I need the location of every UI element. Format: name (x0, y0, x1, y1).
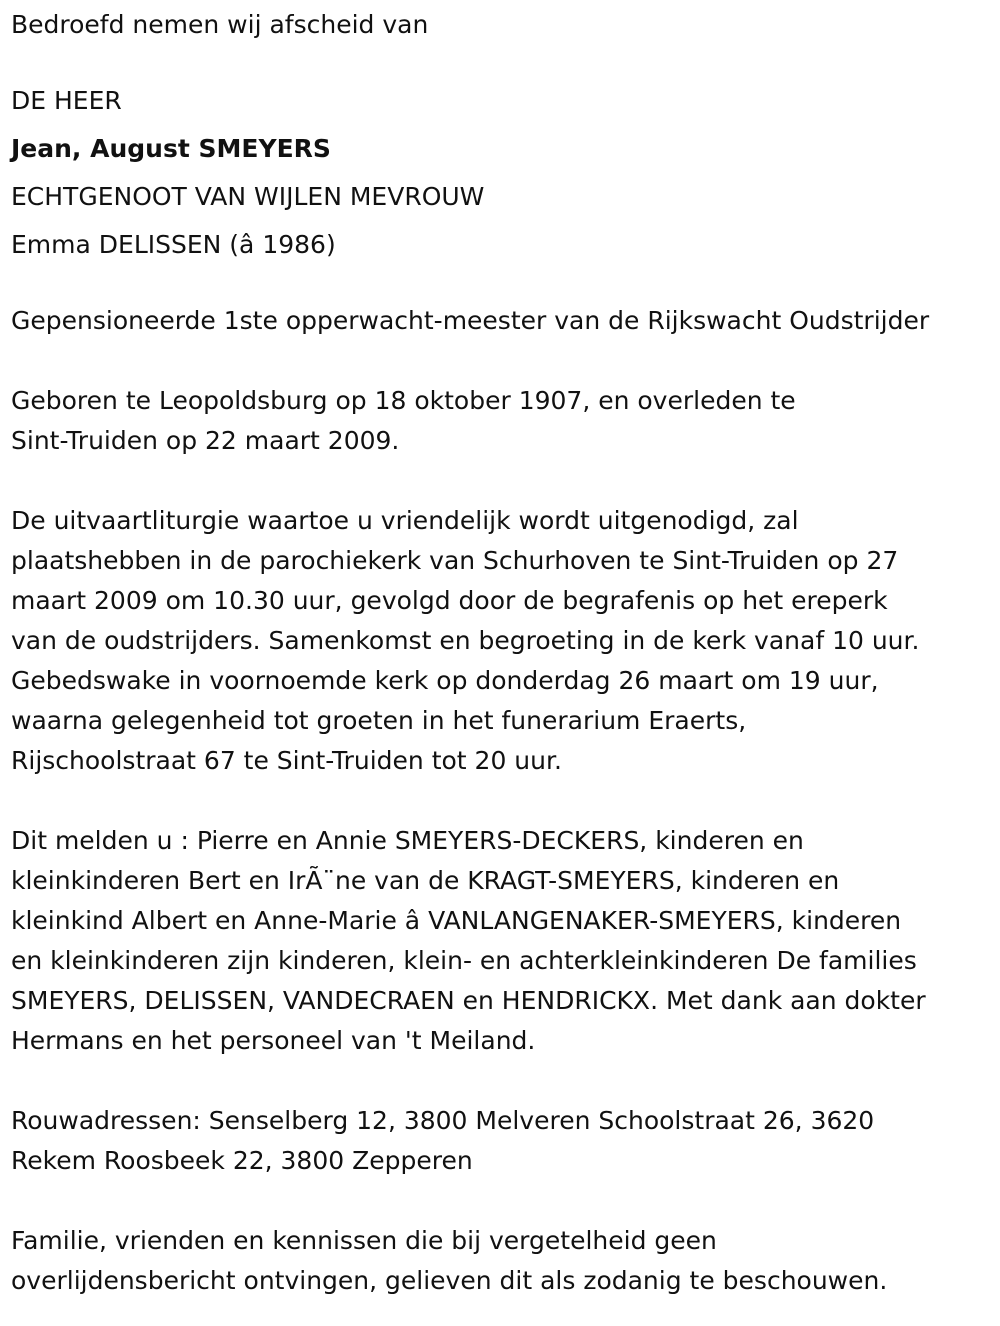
paragraph-line: van de oudstrijders. Samenkomst en begroeting in de kerk vanaf 10 uur. (11, 626, 920, 655)
paragraph-line: overlijdensbericht ontvingen, gelieven dit als zodanig te beschouwen. (11, 1266, 888, 1295)
spacer (11, 1061, 996, 1101)
spacer (11, 781, 996, 821)
paragraph-line: Rouwadressen: Senselberg 12, 3800 Melveren Schoolstraat 26, 3620 (11, 1106, 875, 1135)
closing-paragraph (11, 1221, 996, 1301)
paragraph-line: Gebedswake in voornoemde kerk op donderdag 26 maart om 19 uur, (11, 666, 879, 695)
deceased-name: Jean, August SMEYERS (11, 134, 331, 163)
intro-text: Bedroefd nemen wij afscheid van (11, 10, 429, 39)
paragraph-line: en kleinkinderen zijn kinderen, klein- en achterkleinkinderen De families (11, 946, 917, 975)
paragraph-line: Sint-Truiden op 22 maart 2009. (11, 426, 400, 455)
addresses-paragraph (11, 1101, 996, 1181)
spacer (11, 269, 996, 301)
paragraph-line: maart 2009 om 10.30 uur, gevolgd door de begrafenis op het ereperk (11, 586, 888, 615)
paragraph-line: Geboren te Leopoldsburg op 18 oktober 1907, en overleden te (11, 386, 796, 415)
paragraph-line: plaatshebben in de parochiekerk van Schurhoven te Sint-Truiden op 27 (11, 546, 899, 575)
deceased-block (11, 77, 996, 269)
paragraph-line: Rijschoolstraat 67 te Sint-Truiden tot 20 uur. (11, 746, 562, 775)
birth-death-paragraph (11, 381, 996, 461)
paragraph-line: Rekem Roosbeek 22, 3800 Zepperen (11, 1146, 473, 1175)
paragraph-line: SMEYERS, DELISSEN, VANDECRAEN en HENDRICKX. Met dank aan dokter (11, 986, 926, 1015)
spouse-name: Emma DELISSEN (â 1986) (11, 230, 336, 259)
paragraph-line: Hermans en het personeel van 't Meiland. (11, 1026, 536, 1055)
obituary-notice (11, 5, 996, 1301)
spacer (11, 1181, 996, 1221)
paragraph-line: waarna gelegenheid tot groeten in het funerarium Eraerts, (11, 706, 747, 735)
paragraph-line: Dit melden u : Pierre en Annie SMEYERS-DECKERS, kinderen en (11, 826, 804, 855)
title-prefix: DE HEER (11, 86, 122, 115)
paragraph-line: Familie, vrienden en kennissen die bij vergetelheid geen (11, 1226, 717, 1255)
spacer (11, 45, 996, 77)
spacer (11, 341, 996, 381)
funeral-paragraph (11, 501, 996, 781)
family-paragraph (11, 821, 996, 1061)
paragraph-line: kleinkinderen Bert en IrÃ¨ne van de KRAGT-SMEYERS, kinderen en (11, 866, 840, 895)
paragraph-line: kleinkind Albert en Anne-Marie â VANLANGENAKER-SMEYERS, kinderen (11, 906, 902, 935)
paragraph-line: De uitvaartliturgie waartoe u vriendelijk wordt uitgenodigd, zal (11, 506, 799, 535)
spacer (11, 461, 996, 501)
occupation-text: Gepensioneerde 1ste opperwacht-meester van de Rijkswacht Oudstrijder (11, 306, 930, 335)
spouse-label: ECHTGENOOT VAN WIJLEN MEVROUW (11, 182, 485, 211)
